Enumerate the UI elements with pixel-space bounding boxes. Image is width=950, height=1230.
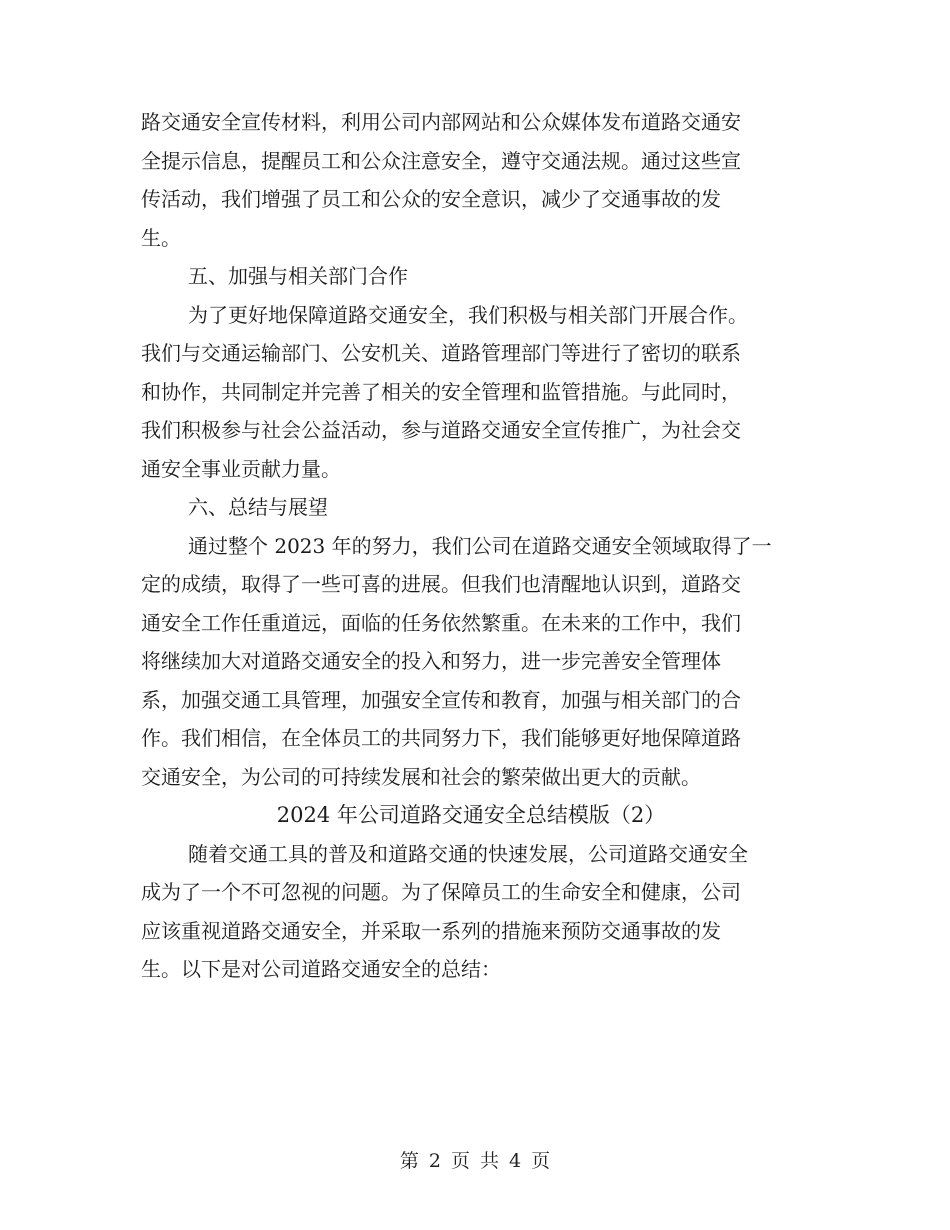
document-body — [141, 103, 801, 989]
body-line: 通安全工作任重道远，面临的任务依然繁重。在未来的工作中，我们 — [141, 610, 741, 635]
body-line: 我们与交通运输部门、公安机关、道路管理部门等进行了密切的联系 — [141, 341, 741, 365]
body-line: 我们积极参与社会公益活动，参与道路交通安全宣传推广，为社会交 — [141, 418, 741, 442]
body-line: 通安全事业贡献力量。 — [141, 456, 341, 481]
body-line: 定的成绩，取得了一些可喜的进展。但我们也清醒地认识到，道路交 — [141, 572, 741, 596]
body-line: 全提示信息，提醒员工和公众注意安全，遵守交通法规。通过这些宣 — [141, 148, 741, 173]
page-number-footer: 第 2 页 共 4 页 — [399, 1150, 551, 1172]
body-line: 传活动，我们增强了员工和公众的安全意识，减少了交通事故的发 — [141, 187, 721, 211]
body-line: 作。我们相信，在全体员工的共同努力下，我们能够更好地保障道路 — [141, 726, 741, 750]
paragraph-first-line: 为了更好地保障道路交通安全，我们积极与相关部门开展合作。 — [188, 302, 748, 327]
paragraph-first-line: 通过整个 2023 年的努力，我们公司在道路交通安全领域取得了一 — [188, 533, 772, 558]
body-line: 生。以下是对公司道路交通安全的总结： — [141, 957, 501, 981]
body-line: 系，加强交通工具管理，加强安全宣传和教育，加强与相关部门的合 — [141, 687, 741, 712]
body-line: 应该重视道路交通安全，并采取一系列的措施来预防交通事故的发 — [141, 918, 721, 943]
body-line: 路交通安全宣传材料，利用公司内部网站和公众媒体发布道路交通安 — [141, 110, 741, 134]
body-line: 成为了一个不可忽视的问题。为了保障员工的生命安全和健康，公司 — [141, 880, 741, 904]
body-line: 和协作，共同制定并完善了相关的安全管理和监管措施。与此同时， — [141, 379, 741, 404]
section-heading: 六、总结与展望 — [188, 495, 328, 519]
body-line: 生。 — [141, 225, 181, 250]
document-title: 2024 年公司道路交通安全总结模版（2） — [276, 803, 666, 827]
section-heading: 五、加强与相关部门合作 — [188, 264, 408, 288]
paragraph-first-line: 随着交通工具的普及和道路交通的快速发展，公司道路交通安全 — [188, 841, 748, 866]
body-line: 交通安全，为公司的可持续发展和社会的繁荣做出更大的贡献。 — [141, 764, 701, 789]
body-line: 将继续加大对道路交通安全的投入和努力，进一步完善安全管理体 — [141, 649, 721, 673]
